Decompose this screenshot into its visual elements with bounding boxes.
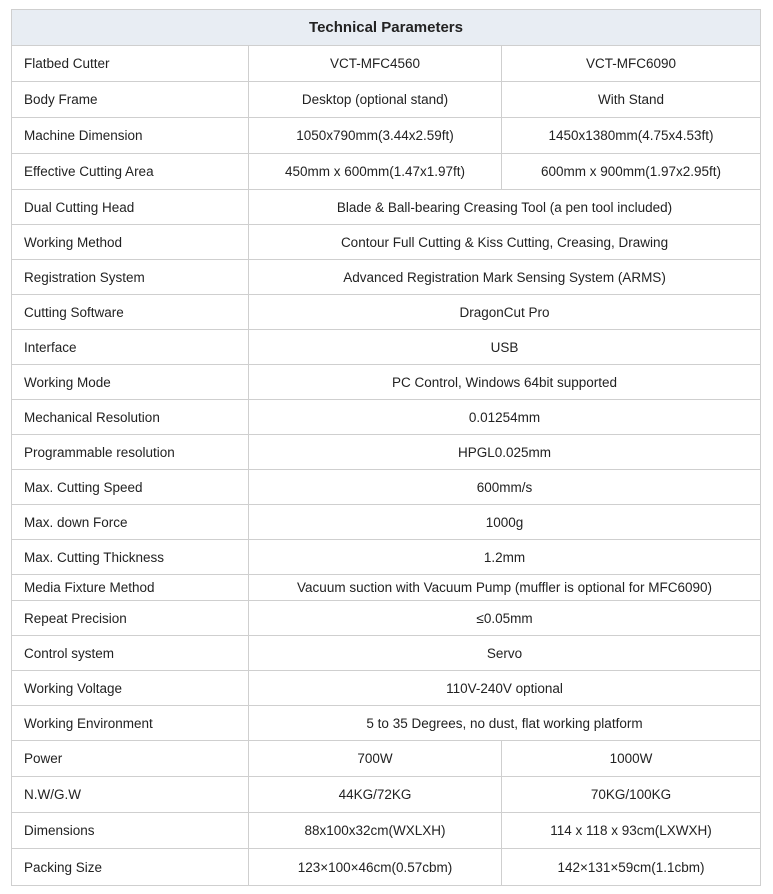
row-label: Effective Cutting Area [12,154,249,190]
table-row [12,295,761,330]
row-value-b: 114 x 118 x 93cm(LXWXH) [502,813,761,849]
row-label: Working Method [12,225,249,260]
row-label: Packing Size [12,849,249,886]
row-value-a: 123×100×46cm(0.57cbm) [249,849,502,886]
table-title: Technical Parameters [12,10,761,46]
table-row [12,435,761,470]
table-row [12,154,761,190]
row-value-a: VCT-MFC4560 [249,46,502,82]
row-value: HPGL0.025mm [249,435,761,470]
row-label: Registration System [12,260,249,295]
row-value: 0.01254mm [249,400,761,435]
row-value: Vacuum suction with Vacuum Pump (muffler is optional for MFC6090) [249,575,761,601]
table-row [12,706,761,741]
table-row [12,636,761,671]
row-label: Dual Cutting Head [12,190,249,225]
table-row [12,190,761,225]
row-value: Advanced Registration Mark Sensing System (ARMS) [249,260,761,295]
row-label: Max. Cutting Thickness [12,540,249,575]
row-label: Working Mode [12,365,249,400]
row-value-b: 1450x1380mm(4.75x4.53ft) [502,118,761,154]
table-row [12,470,761,505]
table-row [12,46,761,82]
table-row [12,505,761,540]
table-row [12,671,761,706]
row-value-a: 450mm x 600mm(1.47x1.97ft) [249,154,502,190]
row-value: Servo [249,636,761,671]
row-label: Mechanical Resolution [12,400,249,435]
row-value: PC Control, Windows 64bit supported [249,365,761,400]
row-value-b: With Stand [502,82,761,118]
row-value-a: 700W [249,741,502,777]
row-value: USB [249,330,761,365]
row-label: Dimensions [12,813,249,849]
row-value: Blade & Ball-bearing Creasing Tool (a pen tool included) [249,190,761,225]
row-label: Cutting Software [12,295,249,330]
row-value: ≤0.05mm [249,601,761,636]
row-value: Contour Full Cutting & Kiss Cutting, Creasing, Drawing [249,225,761,260]
row-label: Working Environment [12,706,249,741]
row-label: Working Voltage [12,671,249,706]
row-label: Repeat Precision [12,601,249,636]
table-row [12,118,761,154]
row-label: Max. down Force [12,505,249,540]
row-label: Control system [12,636,249,671]
table-row [12,365,761,400]
row-value: 1.2mm [249,540,761,575]
row-value-a: Desktop (optional stand) [249,82,502,118]
row-label: Media Fixture Method [12,575,249,601]
row-value-a: 88x100x32cm(WXLXH) [249,813,502,849]
table-row [12,601,761,636]
table-row [12,849,761,886]
table-row [12,575,761,601]
row-value: 110V-240V optional [249,671,761,706]
row-value: DragonCut Pro [249,295,761,330]
row-label: Programmable resolution [12,435,249,470]
row-label: N.W/G.W [12,777,249,813]
row-value: 5 to 35 Degrees, no dust, flat working platform [249,706,761,741]
table-row [12,813,761,849]
table-row [12,330,761,365]
row-value-b: 600mm x 900mm(1.97x2.95ft) [502,154,761,190]
table-row [12,540,761,575]
row-label: Interface [12,330,249,365]
row-label: Flatbed Cutter [12,46,249,82]
row-value-b: 70KG/100KG [502,777,761,813]
parameters-table-wrapper [11,9,760,886]
row-value-a: 44KG/72KG [249,777,502,813]
table-row [12,741,761,777]
table-row [12,82,761,118]
row-value: 1000g [249,505,761,540]
table-row [12,260,761,295]
row-value: 600mm/s [249,470,761,505]
table-row [12,777,761,813]
row-value-b: 1000W [502,741,761,777]
row-label: Max. Cutting Speed [12,470,249,505]
row-label: Power [12,741,249,777]
row-value-b: VCT-MFC6090 [502,46,761,82]
technical-parameters-table [11,9,761,886]
table-row [12,400,761,435]
row-label: Body Frame [12,82,249,118]
table-row [12,225,761,260]
row-value-b: 142×131×59cm(1.1cbm) [502,849,761,886]
row-value-a: 1050x790mm(3.44x2.59ft) [249,118,502,154]
row-label: Machine Dimension [12,118,249,154]
